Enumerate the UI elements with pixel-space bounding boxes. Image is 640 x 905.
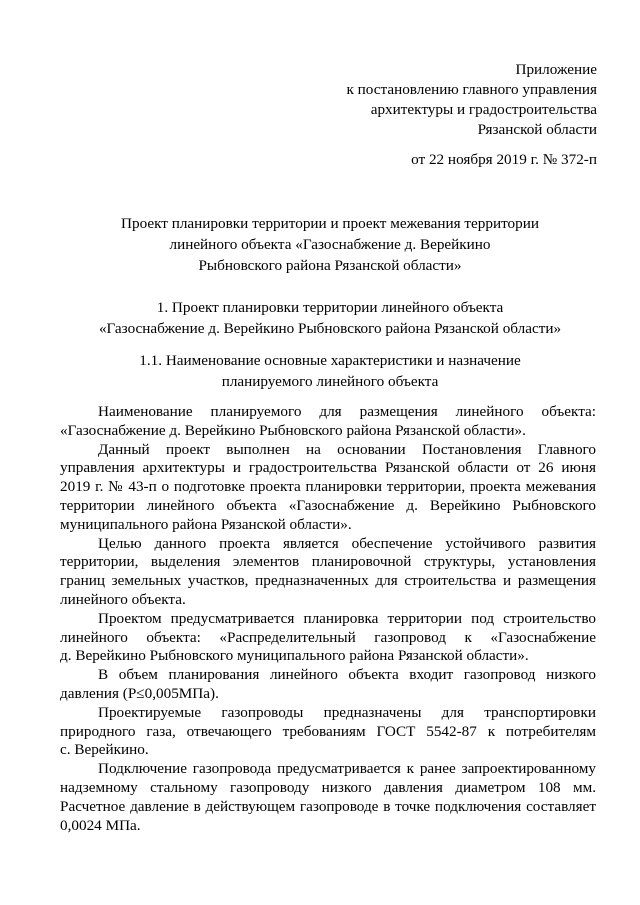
paragraph-line: Наименование планируемого для размещения линейного объекта:: [98, 403, 596, 420]
paragraph-line: линейного объекта: «Распределительный газопровод к «Газоснабжение: [60, 628, 596, 646]
paragraph-planning: [60, 610, 596, 666]
document-title-line: Проект планировки территории и проект межевания территории: [121, 215, 539, 232]
paragraph-line: Проектом предусматривается планировка территории под строительство: [98, 609, 596, 627]
paragraph-object-name: [60, 403, 596, 441]
document-title-line: линейного объекта «Газоснабжение д. Верейкино: [169, 236, 491, 253]
paragraph-line: границ земельных участков, предназначенных для строительства и размещения: [60, 572, 596, 590]
paragraph-goal: [60, 535, 596, 610]
paragraph-line: В объем планирования линейного объекта входит газопровод низкого: [98, 666, 596, 684]
paragraph-scope: [60, 666, 596, 704]
paragraph-line: давления (Р≤0,005МПа).: [60, 684, 219, 702]
appendix-header-line: Приложение: [515, 61, 597, 78]
paragraph-line: Проектируемые газопроводы предназначены для транспортировки: [98, 703, 596, 721]
document-title-line: Рыбновского района Рязанской области»: [198, 257, 462, 274]
paragraph-connection: [60, 760, 596, 835]
resolution-date: от 22 ноября 2019 г. № 372-п: [411, 151, 597, 168]
paragraph-line: территории, выделения элементов планировочной структуры, установления: [60, 553, 596, 571]
section-heading: [60, 297, 600, 339]
paragraph-line: муниципального района Рязанской области».: [60, 515, 352, 533]
paragraph-line: природного газа, отвечающего требованиям ГОСТ 5542-87 к потребителям: [60, 722, 596, 740]
document-title: [60, 213, 600, 276]
paragraph-line: д. Верейкино Рыбновского муниципального района Рязанской области».: [60, 647, 529, 665]
section-heading-line: «Газоснабжение д. Верейкино Рыбновского района Рязанской области»: [98, 320, 562, 337]
paragraph-line: надземному стальному газопроводу низкого давления диаметром 108 мм.: [60, 778, 596, 796]
paragraph-line: Подключение газопровода предусматривается к ранее запроектированному: [98, 760, 596, 778]
paragraph-line: территории линейного объекта «Газоснабжение д. Верейкино Рыбновского: [60, 496, 596, 514]
paragraph-line: Расчетное давление в действующем газопроводе в точке подключения составляет: [60, 797, 596, 815]
subsection-heading-line: 1.1. Наименование основные характеристики и назначение: [139, 352, 521, 369]
paragraph-line: Данный проект выполнен на основании Постановления Главного: [98, 440, 596, 458]
appendix-header: [347, 60, 598, 140]
appendix-header-line: Рязанской области: [477, 121, 597, 138]
paragraph-line: Целью данного проекта является обеспечение устойчивого развития: [98, 534, 596, 552]
subsection-heading-line: планируемого линейного объекта: [221, 373, 439, 390]
section-heading-line: 1. Проект планировки территории линейного объекта: [156, 299, 504, 316]
paragraph-basis: [60, 441, 596, 535]
paragraph-line: управления архитектуры и градостроительства Рязанской области от 26 июня: [60, 459, 596, 477]
paragraph-line: 2019 г. № 43-п о подготовке проекта планировки территории, проекта межевания: [60, 478, 596, 496]
appendix-header-line: к постановлению главного управления: [346, 81, 597, 98]
paragraph-line: 0,0024 МПа.: [60, 816, 141, 834]
paragraph-line: с. Верейкино.: [60, 741, 149, 759]
body-text: [60, 403, 596, 835]
paragraph-purpose: [60, 704, 596, 760]
subsection-heading: [90, 350, 570, 392]
paragraph-line: линейного объекта.: [60, 590, 186, 608]
paragraph-line: «Газоснабжение д. Верейкино Рыбновского района Рязанской области».: [60, 421, 526, 439]
appendix-header-line: архитектуры и градостроительства: [370, 101, 597, 118]
